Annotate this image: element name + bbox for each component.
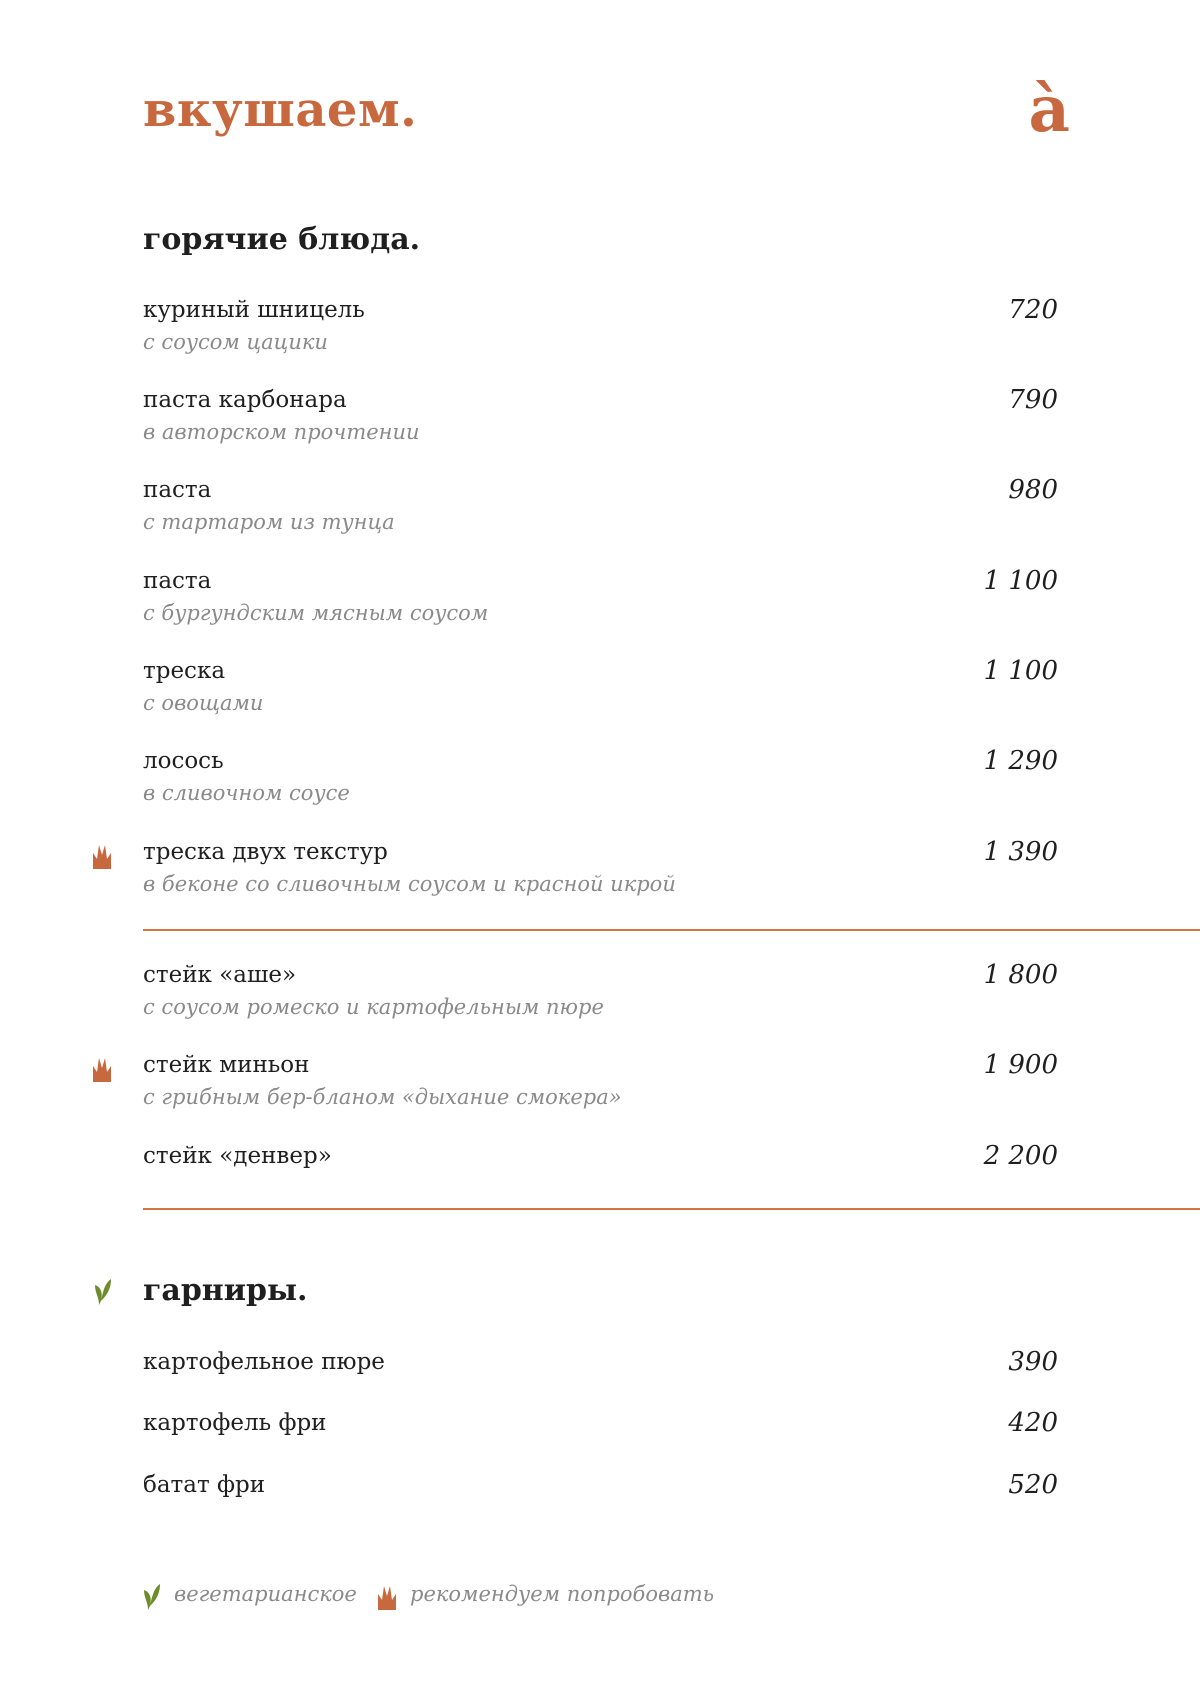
section-title-sides: гарниры. [143, 1273, 308, 1308]
menu-item [143, 566, 1058, 628]
menu-item [143, 1470, 1058, 1500]
menu-item [143, 1408, 1058, 1438]
menu-item-name: стейк «денвер» [143, 1143, 332, 1169]
menu-item-price: 790 [1008, 385, 1058, 415]
leaf-icon [140, 1580, 162, 1612]
menu-item-name: куриный шницель [143, 297, 365, 323]
menu-item-description: в сливочном соусе [143, 781, 350, 805]
menu-item-name: стейк миньон [143, 1052, 310, 1078]
menu-item [143, 746, 1058, 808]
menu-item [143, 295, 1058, 357]
crown-icon [376, 1580, 398, 1612]
menu-item [143, 475, 1058, 537]
brand-logo: à [1028, 72, 1070, 147]
menu-item-name: батат фри [143, 1472, 266, 1498]
menu-item-description: в авторском прочтении [143, 420, 420, 444]
menu-item-price: 2 200 [983, 1141, 1058, 1171]
menu-item-name: картофельное пюре [143, 1349, 385, 1375]
menu-item-price: 980 [1008, 475, 1058, 505]
menu-item [143, 1347, 1058, 1377]
menu-item-name: треска двух текстур [143, 839, 388, 865]
menu-item-description: с грибным бер-бланом «дыхание смокера» [143, 1085, 622, 1109]
menu-item [143, 1141, 1058, 1171]
menu-item-price: 390 [1008, 1347, 1058, 1377]
crown-icon [91, 839, 113, 871]
menu-item-name: стейк «аше» [143, 962, 297, 988]
legend [140, 1578, 1040, 1614]
menu-item [143, 656, 1058, 718]
menu-item-price: 420 [1008, 1408, 1058, 1438]
menu-item [143, 960, 1058, 1022]
menu-item-description: с бургундским мясным соусом [143, 601, 489, 625]
section-title-hot-dishes: горячие блюда. [143, 222, 421, 257]
menu-item-price: 520 [1008, 1470, 1058, 1500]
menu-item-price: 1 900 [983, 1050, 1058, 1080]
menu-item-price: 1 390 [983, 837, 1058, 867]
menu-item-name: лосось [143, 748, 224, 774]
menu-item-price: 1 290 [983, 746, 1058, 776]
menu-item [143, 385, 1058, 447]
menu-item-description: с соусом ромеско и картофельным пюре [143, 995, 604, 1019]
menu-item-description: в беконе со сливочным соусом и красной икрой [143, 872, 676, 896]
crown-icon [91, 1052, 113, 1084]
menu-item-name: паста карбонара [143, 387, 347, 413]
menu-item-price: 1 800 [983, 960, 1058, 990]
divider [143, 1208, 1200, 1210]
menu-item-price: 1 100 [983, 656, 1058, 686]
menu-item-price: 720 [1008, 295, 1058, 325]
divider [143, 929, 1200, 931]
menu-item-name: треска [143, 658, 226, 684]
menu-item-name: картофель фри [143, 1410, 327, 1436]
menu-item-name: паста [143, 568, 212, 594]
page-title: вкушаем. [143, 82, 418, 138]
menu-item-description: с тартаром из тунца [143, 510, 395, 534]
menu-item-price: 1 100 [983, 566, 1058, 596]
menu-item-name: паста [143, 477, 212, 503]
leaf-icon [91, 1275, 113, 1307]
menu-item [143, 837, 1058, 899]
menu-item [143, 1050, 1058, 1112]
menu-item-description: с овощами [143, 691, 264, 715]
menu-item-description: с соусом цацики [143, 330, 328, 354]
legend-vegetarian-label: вегетарианское [174, 1582, 357, 1606]
legend-recommended-label: рекомендуем попробовать [410, 1582, 715, 1606]
